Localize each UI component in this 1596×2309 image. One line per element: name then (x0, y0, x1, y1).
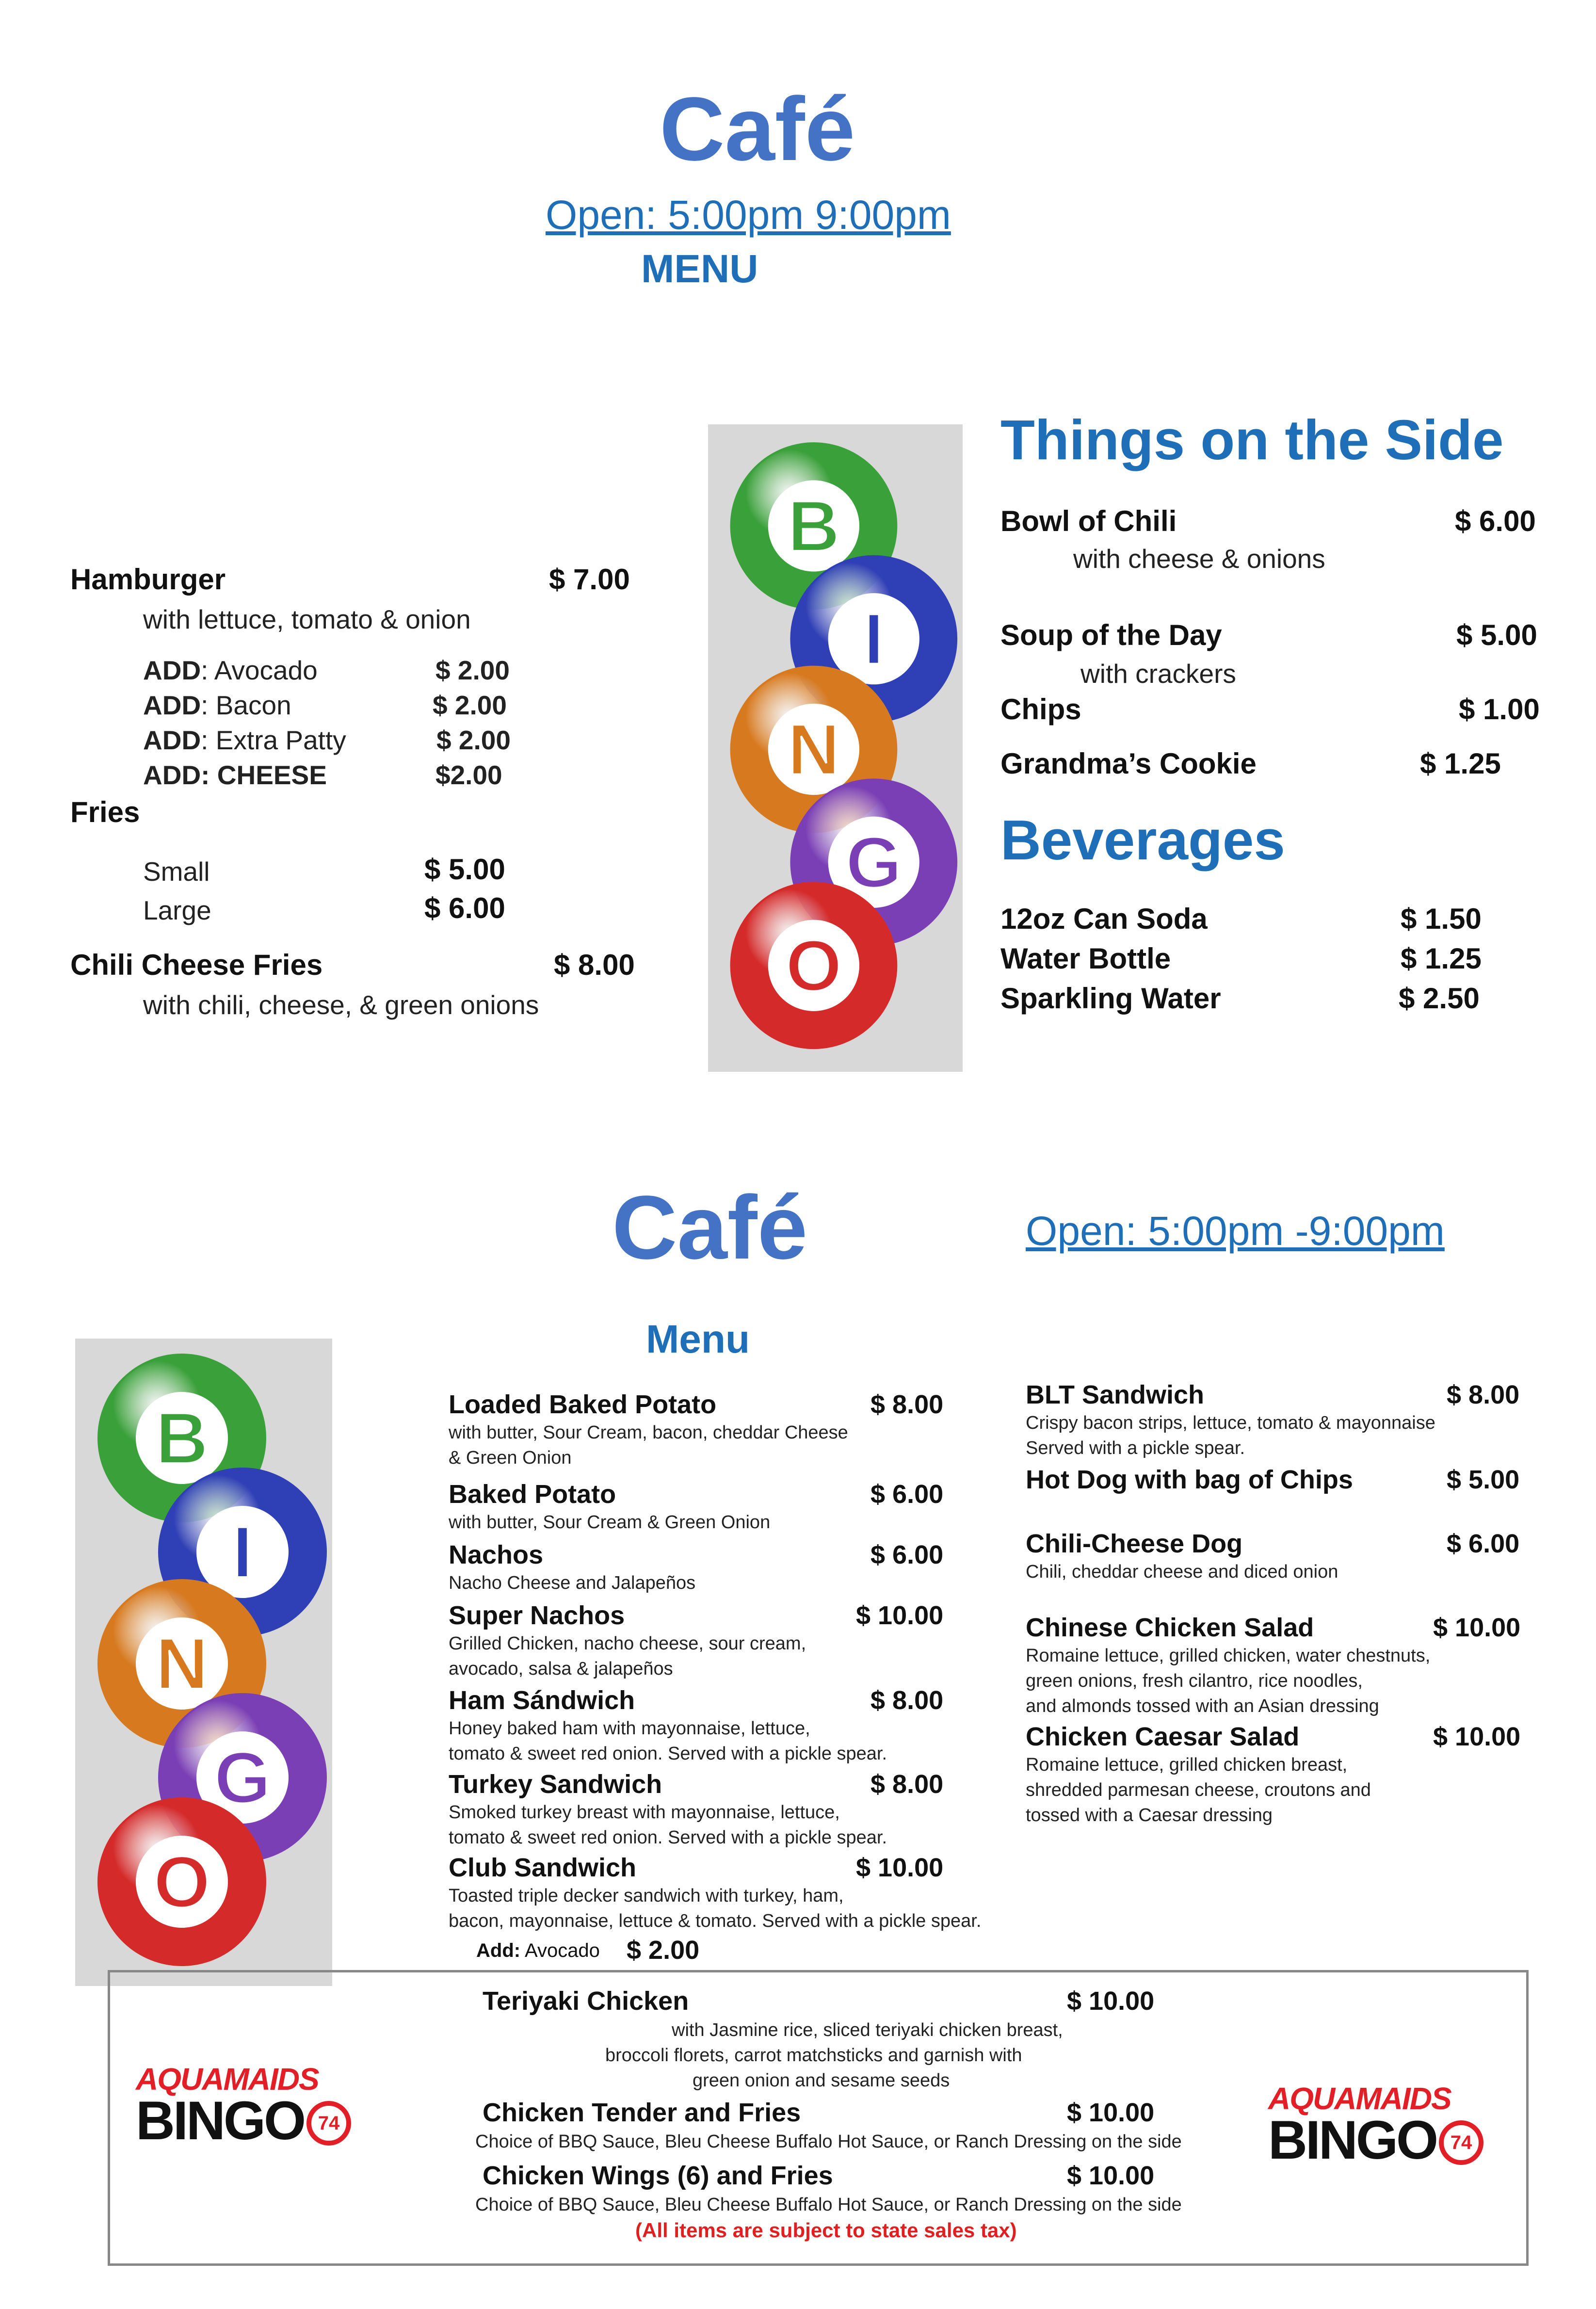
left-items-price: $ 6.00 (871, 1540, 944, 1569)
side-chili-name: Bowl of Chili (1000, 505, 1177, 537)
bev-sparkling-name: Sparkling Water (1000, 982, 1221, 1015)
left-items-price: $ 6.00 (871, 1480, 944, 1509)
logo-left-bottom: BINGO (136, 2090, 305, 2151)
addon-extra-patty: ADD: Extra Patty (143, 725, 346, 755)
right-items-price: $ 8.00 (1447, 1380, 1520, 1409)
bingo-letter-b: B (155, 1397, 209, 1479)
left-items-name: Ham Sándwich (449, 1686, 635, 1715)
chili-fries-name: Chili Cheese Fries (70, 949, 323, 981)
right-items-desc: Served with a pickle spear. (1026, 1438, 1245, 1458)
fries-small: Small (143, 856, 210, 887)
addon-cheese-price: $2.00 (435, 760, 502, 790)
bingo-letter-i: I (864, 598, 884, 679)
bingo-letter-i: I (232, 1511, 253, 1593)
chili-fries-price: $ 8.00 (554, 949, 635, 981)
sides-title: Things on the Side (1000, 408, 1504, 471)
left-items-desc: Honey baked ham with mayonnaise, lettuce, (449, 1718, 810, 1739)
bev-water-name: Water Bottle (1000, 942, 1171, 975)
aquamaids-logo-left (136, 2061, 369, 2151)
add-avocado-line: Add: Avocado (476, 1940, 600, 1961)
right-items-price: $ 5.00 (1447, 1465, 1520, 1494)
box-item-price: $ 10.00 (1067, 1986, 1155, 2016)
right-items-desc: Crispy bacon strips, lettuce, tomato & mayonnaise (1026, 1413, 1435, 1433)
left-items-price: $ 10.00 (856, 1601, 944, 1630)
left-items-name: Nachos (449, 1540, 544, 1569)
right-items-name: Hot Dog with bag of Chips (1026, 1465, 1353, 1494)
tax-note: (All items are subject to state sales tax) (635, 2219, 1017, 2242)
side-soup-price: $ 5.00 (1456, 619, 1537, 651)
left-items-price: $ 10.00 (856, 1853, 944, 1882)
right-items-price: $ 6.00 (1447, 1529, 1520, 1558)
left-items-desc: tomato & sweet red onion. Served with a pickle spear. (449, 1744, 887, 1764)
side-soup-name: Soup of the Day (1000, 619, 1222, 651)
bingo-ball-o (731, 883, 897, 1048)
bingo-balls-svg (708, 424, 963, 1072)
logo-right-bottom: BINGO (1268, 2110, 1437, 2170)
bev-water-price: $ 1.25 (1401, 942, 1482, 975)
bingo-letter-g: G (845, 822, 902, 903)
addon-avocado-price: $ 2.00 (435, 655, 510, 685)
right-items-desc: Chili, cheddar cheese and diced onion (1026, 1562, 1338, 1582)
chili-fries-desc: with chili, cheese, & green onions (143, 990, 539, 1020)
bingo-ball-o (98, 1798, 265, 1965)
logo-right-ball: 74 (1439, 2120, 1483, 2165)
aquamaids-logo-right (1268, 2081, 1501, 2168)
addon-cheese: ADD: CHEESE (143, 760, 327, 790)
left-items-name: Super Nachos (449, 1601, 625, 1630)
addon-avocado: ADD: Avocado (143, 655, 318, 685)
right-items-desc: tossed with a Caesar dressing (1026, 1805, 1273, 1825)
right-items-name: Chili-Cheese Dog (1026, 1529, 1243, 1558)
left-items-desc: bacon, mayonnaise, lettuce & tomato. Served with a pickle spear. (449, 1911, 982, 1931)
side-chili-price: $ 6.00 (1455, 505, 1536, 537)
bingo-letter-b: B (788, 485, 840, 566)
left-items-desc: tomato & sweet red onion. Served with a pickle spear. (449, 1827, 887, 1848)
right-items-price: $ 10.00 (1433, 1613, 1521, 1642)
right-items-name: Chinese Chicken Salad (1026, 1613, 1314, 1642)
box-item-price: $ 10.00 (1067, 2098, 1155, 2127)
addon-bacon: ADD: Bacon (143, 690, 291, 720)
box-item-desc: green onion and sesame seeds (693, 2070, 950, 2091)
bottom-menu-label: Menu (646, 1317, 750, 1361)
logo-right-top: AQUAMAIDS (1268, 2081, 1451, 2116)
left-items-desc: & Green Onion (449, 1448, 572, 1468)
right-items-desc: and almonds tossed with an Asian dressing (1026, 1696, 1379, 1716)
left-items-name: Baked Potato (449, 1480, 616, 1509)
top-title: Café (660, 79, 855, 179)
box-item-price: $ 10.00 (1067, 2161, 1155, 2190)
box-item-desc: Choice of BBQ Sauce, Bleu Cheese Buffalo Hot Sauce, or Ranch Dressing on the side (475, 2131, 1182, 2152)
side-cookie-price: $ 1.25 (1420, 747, 1501, 780)
box-item-name: Teriyaki Chicken (483, 1986, 689, 2016)
right-items-desc: shredded parmesan cheese, croutons and (1026, 1780, 1371, 1800)
hamburger-desc: with lettuce, tomato & onion (143, 604, 471, 634)
left-items-desc: Toasted triple decker sandwich with turkey, ham, (449, 1886, 844, 1906)
bingo-letter-o: O (153, 1841, 210, 1922)
left-items-price: $ 8.00 (871, 1770, 944, 1799)
logo-left-top: AQUAMAIDS (136, 2062, 319, 2097)
box-item-name: Chicken Wings (6) and Fries (483, 2161, 833, 2190)
fries-large: Large (143, 895, 211, 925)
bottom-hours[interactable]: Open: 5:00pm -9:00pm (1026, 1208, 1445, 1254)
right-items-name: BLT Sandwich (1026, 1380, 1205, 1409)
left-items-desc: with butter, Sour Cream, bacon, cheddar Cheese (449, 1422, 848, 1443)
box-item-desc: with Jasmine rice, sliced teriyaki chicken breast, (672, 2020, 1063, 2040)
side-cookie-name: Grandma’s Cookie (1000, 747, 1257, 780)
bottom-title: Café (612, 1178, 808, 1278)
right-items-name: Chicken Caesar Salad (1026, 1722, 1300, 1751)
fries-small-price: $ 5.00 (424, 853, 505, 886)
left-items-name: Loaded Baked Potato (449, 1390, 717, 1419)
box-item-name: Chicken Tender and Fries (483, 2098, 801, 2127)
beverages-title: Beverages (1000, 808, 1285, 872)
fries-large-price: $ 6.00 (424, 892, 505, 924)
addon-bacon-price: $ 2.00 (433, 690, 507, 720)
bingo-letter-n: N (788, 709, 840, 790)
left-items-desc: Nacho Cheese and Jalapeños (449, 1573, 696, 1593)
side-soup-desc: with crackers (1080, 659, 1236, 689)
bingo-balls-svg (75, 1339, 332, 1986)
right-items-desc: Romaine lettuce, grilled chicken breast, (1026, 1755, 1348, 1775)
right-items-price: $ 10.00 (1433, 1722, 1521, 1751)
side-chili-desc: with cheese & onions (1073, 544, 1325, 574)
bev-soda-name: 12oz Can Soda (1000, 903, 1208, 935)
left-items-desc: Grilled Chicken, nacho cheese, sour cream, (449, 1633, 806, 1654)
bev-soda-price: $ 1.50 (1401, 903, 1482, 935)
right-items-desc: Romaine lettuce, grilled chicken, water chestnuts, (1026, 1646, 1431, 1666)
bingo-letter-g: G (214, 1737, 271, 1818)
bev-sparkling-price: $ 2.50 (1399, 982, 1480, 1015)
left-items-name: Club Sandwich (449, 1853, 637, 1882)
logo-left-ball: 74 (306, 2101, 351, 2146)
left-items-name: Turkey Sandwich (449, 1770, 662, 1799)
bingo-letter-n: N (155, 1623, 209, 1704)
side-chips-name: Chips (1000, 693, 1081, 726)
left-items-price: $ 8.00 (871, 1390, 944, 1419)
add-avocado-price: $ 2.00 (627, 1936, 700, 1965)
box-item-desc: broccoli florets, carrot matchsticks and garnish with (605, 2045, 1022, 2066)
hamburger-price: $ 7.00 (549, 563, 630, 596)
box-item-desc: Choice of BBQ Sauce, Bleu Cheese Buffalo Hot Sauce, or Ranch Dressing on the side (475, 2195, 1182, 2215)
left-items-desc: Smoked turkey breast with mayonnaise, lettuce, (449, 1802, 840, 1823)
side-chips-price: $ 1.00 (1459, 693, 1540, 726)
bingo-balls-top (708, 424, 963, 1072)
left-items-desc: with butter, Sour Cream & Green Onion (449, 1512, 771, 1533)
hamburger-name: Hamburger (70, 563, 226, 596)
bingo-letter-o: O (786, 925, 842, 1006)
addon-extra-patty-price: $ 2.00 (436, 725, 511, 755)
bingo-balls-bottom (75, 1339, 332, 1986)
top-menu-label: MENU (641, 247, 758, 291)
left-items-price: $ 8.00 (871, 1686, 944, 1715)
left-items-desc: avocado, salsa & jalapeños (449, 1659, 673, 1679)
top-hours[interactable]: Open: 5:00pm 9:00pm (546, 192, 951, 238)
right-items-desc: green onions, fresh cilantro, rice noodles, (1026, 1671, 1363, 1691)
fries-name: Fries (70, 796, 140, 828)
